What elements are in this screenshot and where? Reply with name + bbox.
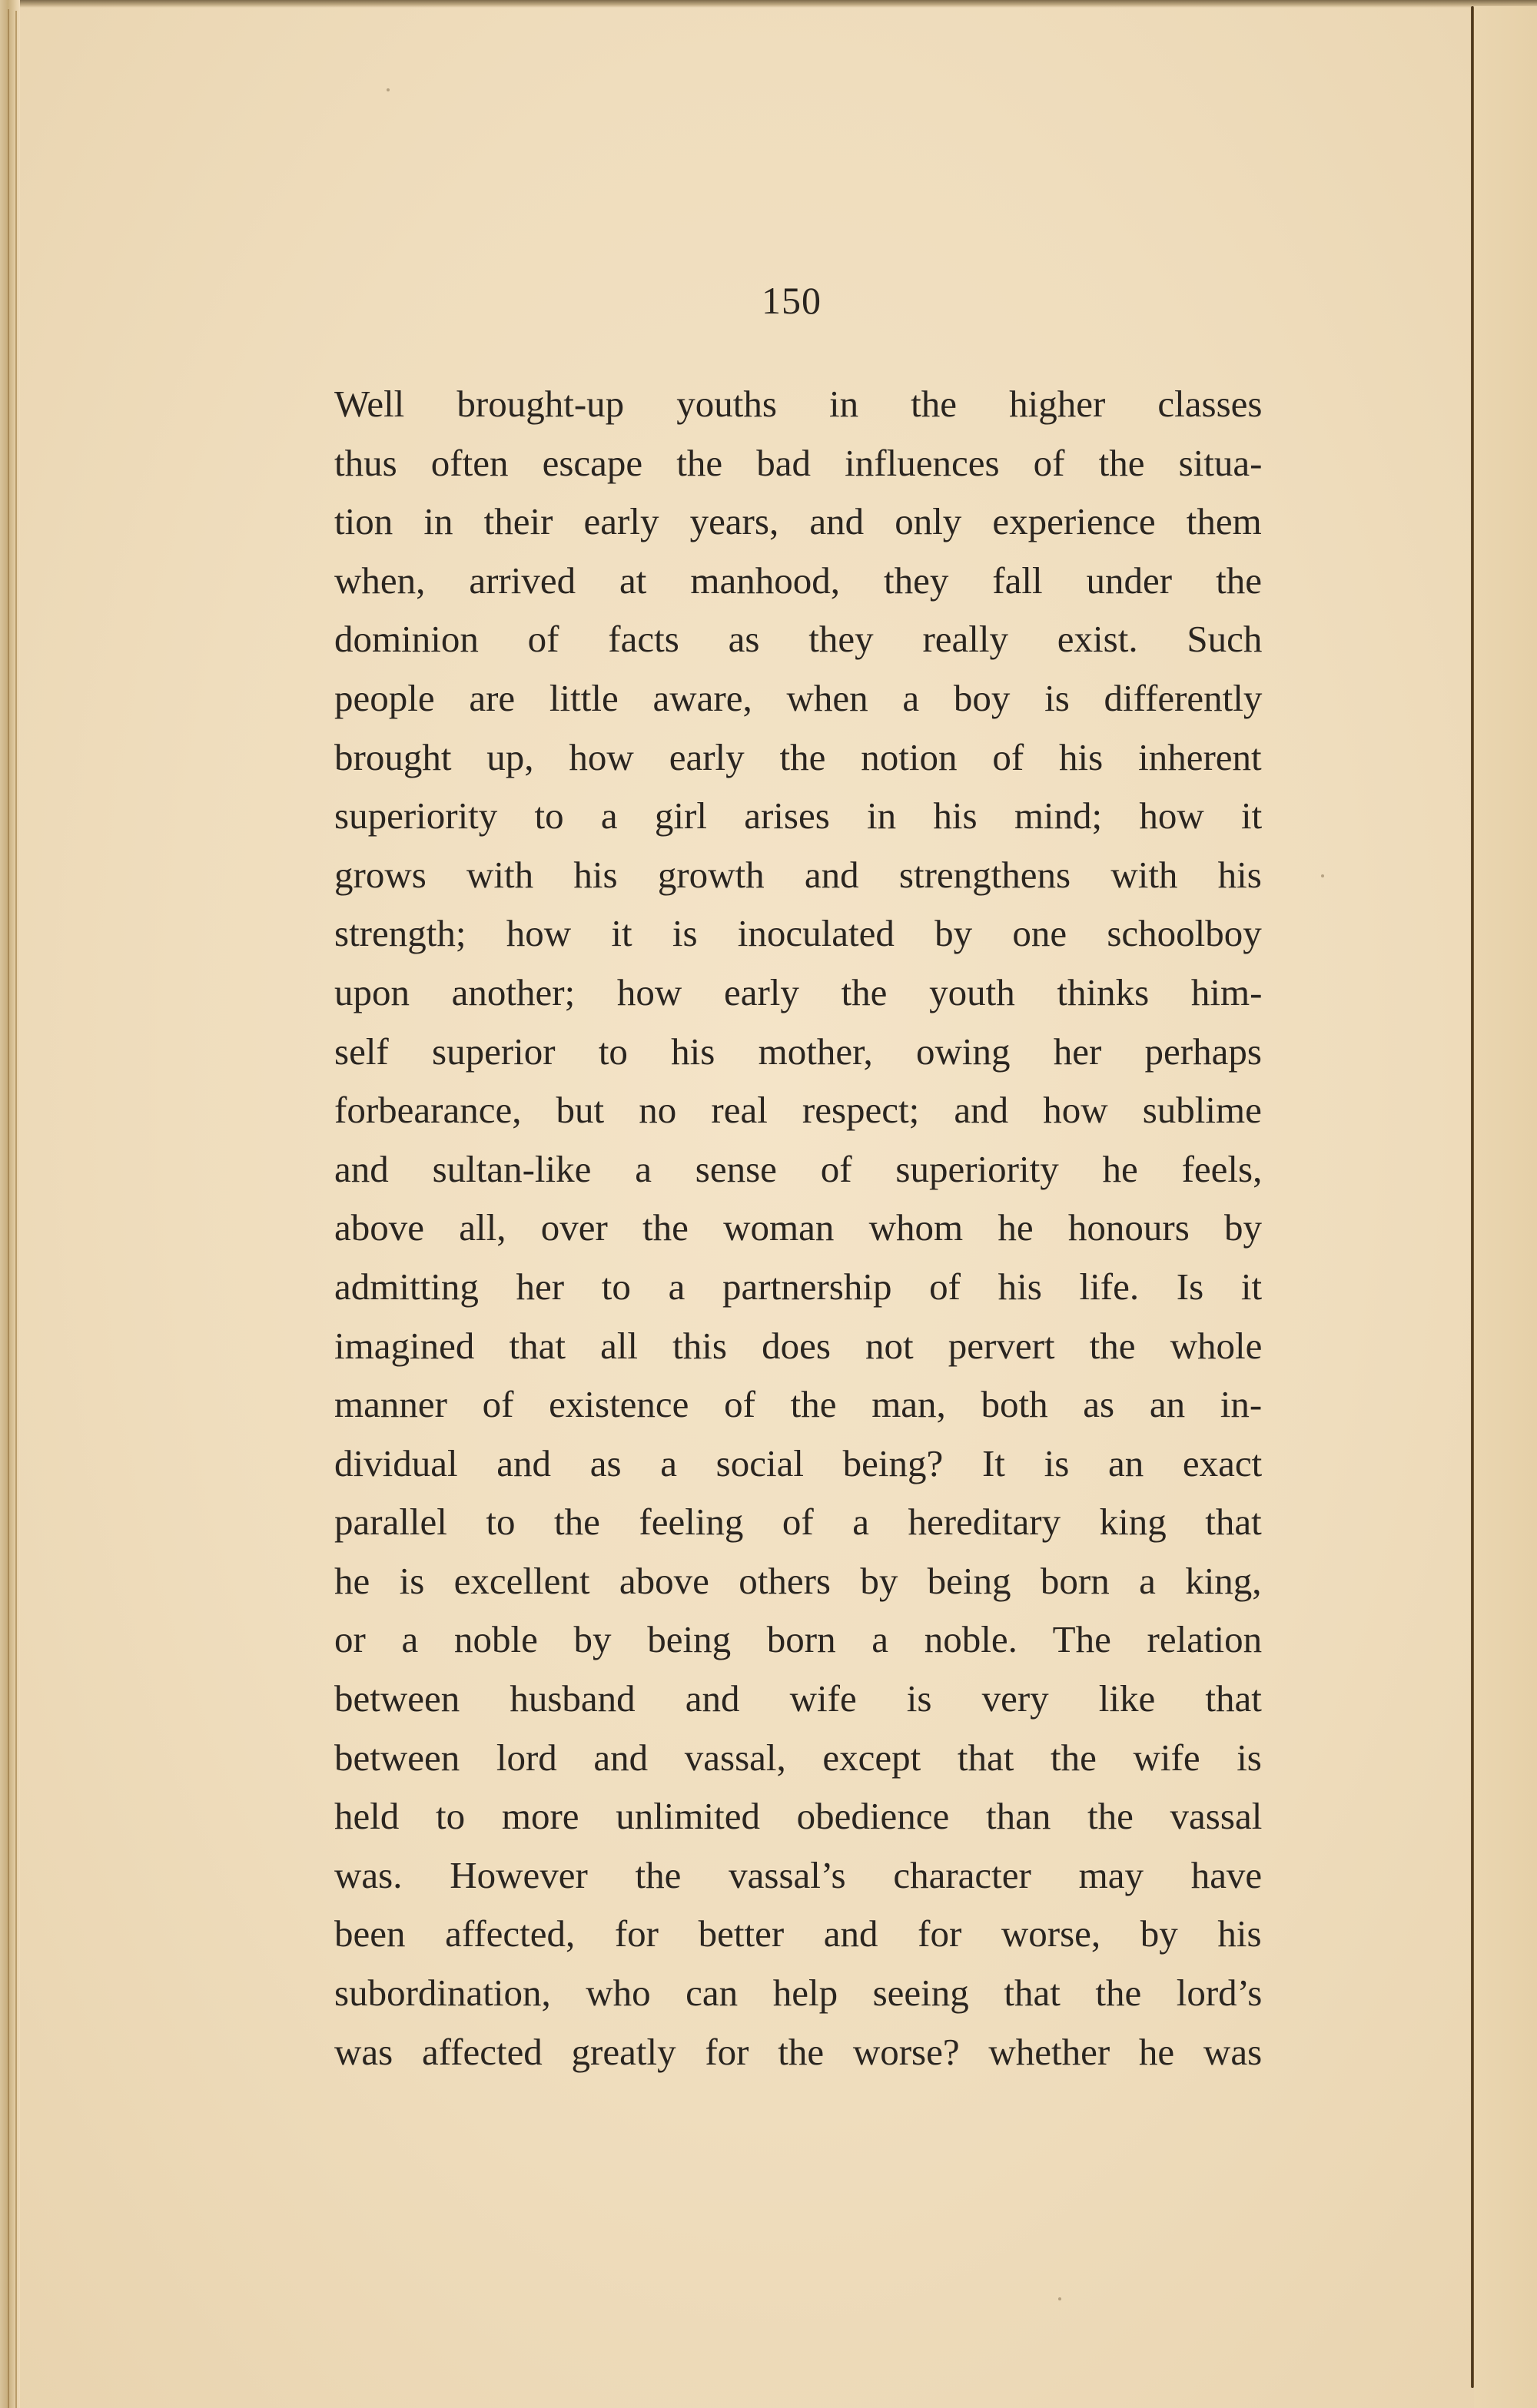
left-binding-edge: [0, 0, 20, 2408]
text-line: grows with his growth and strengthens with his: [334, 853, 1262, 896]
text-line: dividual and as a social being? It is an exact: [334, 1441, 1263, 1484]
text-line: when, arrived at manhood, they fall under the: [334, 559, 1262, 602]
text-line: he is excellent above others by being born a king,: [334, 1559, 1262, 1602]
paper-speck: [1321, 874, 1324, 877]
left-page-edge-line-inner: [15, 11, 17, 2408]
text-line: admitting her to a partnership of his life. Is it: [334, 1265, 1263, 1308]
page-gutter-shadow: [1471, 6, 1474, 2388]
text-line: superiority to a girl arises in his mind; how it: [334, 794, 1263, 837]
text-line: and sultan-like a sense of superiority he feels,: [334, 1147, 1263, 1190]
text-line: upon another; how early the youth thinks him-: [334, 970, 1263, 1013]
text-line: between husband and wife is very like that: [334, 1677, 1262, 1720]
text-line: or a noble by being born a noble. The relation: [334, 1618, 1263, 1661]
text-line: dominion of facts as they really exist. Such: [334, 618, 1263, 661]
text-line: strength; how it is inoculated by one schoolboy: [334, 912, 1262, 955]
page-top-edge: [0, 0, 1537, 8]
paper-speck: [1058, 2297, 1061, 2300]
text-line: thus often escape the bad influences of the situa-: [334, 441, 1263, 484]
next-page-sliver: [1474, 6, 1537, 2408]
text-line: between lord and vassal, except that the wife is: [334, 1736, 1262, 1779]
text-line: manner of existence of the man, both as an in-: [334, 1383, 1263, 1426]
page-number: 150: [762, 279, 822, 322]
text-line: brought up, how early the notion of his inherent: [334, 735, 1262, 778]
text-line: people are little aware, when a boy is differently: [334, 676, 1263, 719]
text-line: Well brought-up youths in the higher classes: [334, 383, 1263, 425]
paper-speck: [387, 88, 390, 91]
text-line: forbearance, but no real respect; and how sublime: [334, 1089, 1262, 1132]
text-line: subordination, who can help seeing that the lord’s: [334, 1972, 1263, 2015]
text-line: self superior to his mother, owing her perhaps: [334, 1030, 1262, 1073]
text-line: was affected greatly for the worse? whether he was: [334, 2030, 1263, 2073]
text-line: tion in their early years, and only experience them: [334, 500, 1262, 543]
text-line: above all, over the woman whom he honours by: [334, 1206, 1263, 1249]
text-line: parallel to the feeling of a hereditary king that: [334, 1501, 1262, 1544]
text-line: been affected, for better and for worse, by his: [334, 1912, 1262, 1955]
body-text: [334, 375, 1262, 2081]
text-line: held to more unlimited obedience than the vassal: [334, 1795, 1263, 1838]
text-line: imagined that all this does not pervert the whole: [334, 1324, 1263, 1367]
text-line: was. However the vassal’s character may have: [334, 1853, 1263, 1896]
left-page-edge-line: [8, 9, 9, 2408]
